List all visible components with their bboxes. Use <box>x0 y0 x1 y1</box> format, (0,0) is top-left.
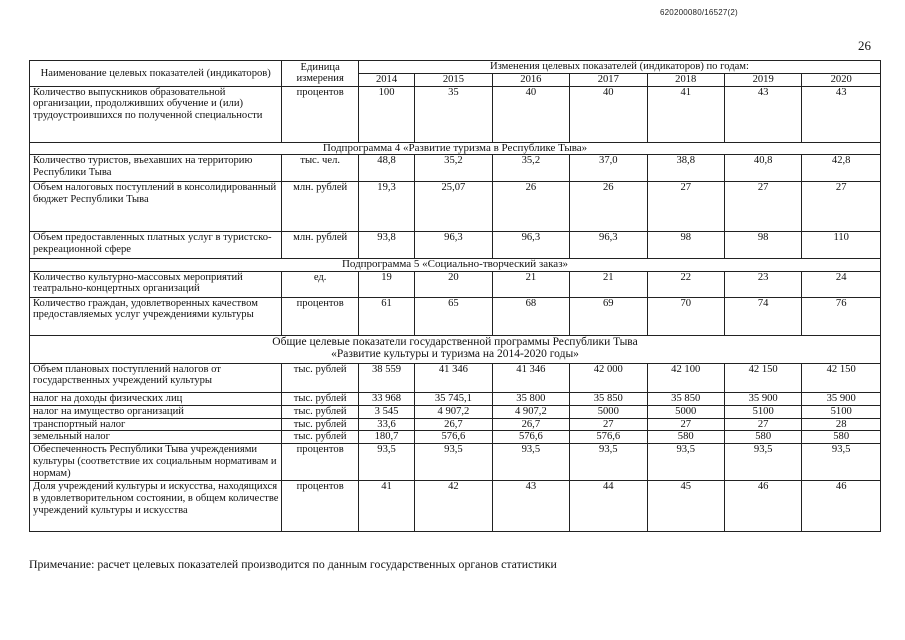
table-row <box>30 481 881 532</box>
indicator-value: 41 346 <box>492 363 569 392</box>
table-row <box>30 392 881 405</box>
indicator-value: 35 <box>415 86 492 142</box>
indicator-unit: млн. рублей <box>282 182 358 232</box>
indicator-value: 42 150 <box>724 363 801 392</box>
indicator-value: 37,0 <box>570 155 647 182</box>
indicator-value: 93,5 <box>724 444 801 481</box>
indicator-value: 110 <box>802 232 881 259</box>
table-row <box>30 271 881 297</box>
section-title: Подпрограмма 5 «Социально-творческий заказ» <box>341 258 569 271</box>
indicator-value: 38,8 <box>647 155 724 182</box>
indicator-value: 76 <box>802 297 881 335</box>
indicator-value: 27 <box>570 418 647 431</box>
indicator-name: налог на имущество организаций <box>30 405 282 418</box>
indicator-value: 46 <box>802 481 881 532</box>
indicator-value: 35 745,1 <box>415 392 492 405</box>
indicator-name: транспортный налог <box>30 418 282 431</box>
indicator-value: 19,3 <box>358 182 414 232</box>
indicator-name: Обеспеченность Республики Тыва учреждениями культуры (соответствие их социальным нормативам и нормам) <box>30 444 282 481</box>
indicator-value: 42,8 <box>802 155 881 182</box>
indicator-value: 576,6 <box>415 431 492 444</box>
indicator-value: 19 <box>358 271 414 297</box>
indicator-value: 35,2 <box>415 155 492 182</box>
indicator-value: 42 <box>415 481 492 532</box>
indicator-value: 38 559 <box>358 363 414 392</box>
indicators-table <box>29 60 881 532</box>
indicator-value: 74 <box>724 297 801 335</box>
indicator-value: 96,3 <box>570 232 647 259</box>
section-row <box>30 142 881 155</box>
header-name: Наименование целевых показателей (индикаторов) <box>30 61 282 87</box>
header-changes: Изменения целевых показателей (индикаторов) по годам: <box>358 61 880 74</box>
indicator-value: 40,8 <box>724 155 801 182</box>
header-year: 2014 <box>358 73 414 86</box>
indicator-value: 40 <box>492 86 569 142</box>
section-row <box>30 259 881 272</box>
indicator-value: 45 <box>647 481 724 532</box>
indicator-value: 26 <box>492 182 569 232</box>
indicator-value: 96,3 <box>492 232 569 259</box>
header-unit: Единица измерения <box>282 61 358 87</box>
indicator-value: 26,7 <box>415 418 492 431</box>
indicator-value: 27 <box>724 182 801 232</box>
indicator-value: 61 <box>358 297 414 335</box>
indicator-value: 21 <box>570 271 647 297</box>
indicator-value: 46 <box>724 481 801 532</box>
indicator-unit: процентов <box>282 444 358 481</box>
table-row <box>30 418 881 431</box>
indicator-value: 20 <box>415 271 492 297</box>
indicator-value: 4 907,2 <box>492 405 569 418</box>
table-row <box>30 155 881 182</box>
indicator-value: 576,6 <box>492 431 569 444</box>
indicator-value: 93,5 <box>415 444 492 481</box>
indicator-name: Объем налоговых поступлений в консолидированный бюджет Республики Тыва <box>30 182 282 232</box>
indicator-value: 28 <box>802 418 881 431</box>
indicator-name: Доля учреждений культуры и искусства, находящихся в удовлетворительном состоянии, в общем количестве учреждений культуры и искусства <box>30 481 282 532</box>
header-year: 2015 <box>415 73 492 86</box>
header-year: 2018 <box>647 73 724 86</box>
indicator-value: 5000 <box>570 405 647 418</box>
indicator-value: 42 000 <box>570 363 647 392</box>
indicator-value: 5100 <box>724 405 801 418</box>
indicator-value: 27 <box>647 182 724 232</box>
indicator-value: 41 <box>647 86 724 142</box>
indicator-value: 42 100 <box>647 363 724 392</box>
header-year: 2020 <box>802 73 881 86</box>
indicator-value: 43 <box>492 481 569 532</box>
indicator-value: 576,6 <box>570 431 647 444</box>
indicator-value: 4 907,2 <box>415 405 492 418</box>
indicator-value: 27 <box>802 182 881 232</box>
indicator-value: 68 <box>492 297 569 335</box>
indicator-name: Количество граждан, удовлетворенных качеством предоставляемых услуг учреждениями культуры <box>30 297 282 335</box>
indicator-value: 98 <box>724 232 801 259</box>
indicator-value: 24 <box>802 271 881 297</box>
section-title: «Развитие культуры и туризма на 2014-2020 годы» <box>331 348 579 361</box>
indicator-value: 27 <box>724 418 801 431</box>
indicator-name: налог на доходы физических лиц <box>30 392 282 405</box>
indicator-value: 40 <box>570 86 647 142</box>
indicator-value: 43 <box>802 86 881 142</box>
indicator-value: 26,7 <box>492 418 569 431</box>
indicator-unit: тыс. рублей <box>282 363 358 392</box>
indicator-value: 580 <box>802 431 881 444</box>
table-row <box>30 232 881 259</box>
indicator-name: Количество культурно-массовых мероприятий театрально-концертных организаций <box>30 271 282 297</box>
indicator-value: 22 <box>647 271 724 297</box>
indicator-name: Объем плановых поступлений налогов от государственных учреждений культуры <box>30 363 282 392</box>
indicator-value: 35 900 <box>802 392 881 405</box>
indicator-value: 42 150 <box>802 363 881 392</box>
table-row <box>30 182 881 232</box>
indicator-value: 100 <box>358 86 414 142</box>
section-row <box>30 335 881 363</box>
indicator-value: 33,6 <box>358 418 414 431</box>
indicator-value: 27 <box>647 418 724 431</box>
indicator-unit: тыс. чел. <box>282 155 358 182</box>
table-row <box>30 86 881 142</box>
indicator-value: 26 <box>570 182 647 232</box>
indicator-value: 3 545 <box>358 405 414 418</box>
indicator-name: Объем предоставленных платных услуг в туристско-рекреационной сфере <box>30 232 282 259</box>
indicator-value: 43 <box>724 86 801 142</box>
indicator-value: 180,7 <box>358 431 414 444</box>
indicator-value: 98 <box>647 232 724 259</box>
table-row <box>30 444 881 481</box>
indicator-unit: тыс. рублей <box>282 392 358 405</box>
indicator-unit: млн. рублей <box>282 232 358 259</box>
indicator-value: 5000 <box>647 405 724 418</box>
table-row <box>30 363 881 392</box>
indicator-value: 93,5 <box>802 444 881 481</box>
indicator-value: 35 900 <box>724 392 801 405</box>
section-title: Подпрограмма 4 «Развитие туризма в Республике Тыва» <box>322 141 588 154</box>
table-row <box>30 431 881 444</box>
header-year: 2019 <box>724 73 801 86</box>
indicator-value: 35 850 <box>647 392 724 405</box>
table-row <box>30 297 881 335</box>
indicator-value: 35 850 <box>570 392 647 405</box>
indicator-unit: ед. <box>282 271 358 297</box>
indicator-value: 25,07 <box>415 182 492 232</box>
page-number: 26 <box>858 38 871 53</box>
indicator-value: 41 <box>358 481 414 532</box>
indicator-value: 93,8 <box>358 232 414 259</box>
indicator-name: земельный налог <box>30 431 282 444</box>
document-id: 620200080/16527(2) <box>660 8 738 17</box>
indicator-unit: тыс. рублей <box>282 418 358 431</box>
indicator-value: 44 <box>570 481 647 532</box>
indicator-value: 23 <box>724 271 801 297</box>
table-row <box>30 405 881 418</box>
indicator-unit: тыс. рублей <box>282 405 358 418</box>
indicator-value: 48,8 <box>358 155 414 182</box>
footnote: Примечание: расчет целевых показателей производится по данным государственных органов статистики <box>29 557 557 571</box>
indicator-value: 41 346 <box>415 363 492 392</box>
indicator-value: 580 <box>724 431 801 444</box>
indicator-value: 93,5 <box>647 444 724 481</box>
indicator-name: Количество туристов, въехавших на территорию Республики Тыва <box>30 155 282 182</box>
indicator-value: 70 <box>647 297 724 335</box>
header-year: 2016 <box>492 73 569 86</box>
section-title: Общие целевые показатели государственной программы Республики Тыва <box>272 335 638 348</box>
indicator-value: 96,3 <box>415 232 492 259</box>
indicator-value: 5100 <box>802 405 881 418</box>
indicator-unit: тыс. рублей <box>282 431 358 444</box>
indicator-name: Количество выпускников образовательной организации, продолживших обучение и (или) трудоустроившихся по полученной специальности <box>30 86 282 142</box>
indicator-value: 65 <box>415 297 492 335</box>
indicator-value: 69 <box>570 297 647 335</box>
indicator-value: 21 <box>492 271 569 297</box>
indicator-value: 93,5 <box>358 444 414 481</box>
indicator-value: 93,5 <box>570 444 647 481</box>
indicator-unit: процентов <box>282 86 358 142</box>
header-year: 2017 <box>570 73 647 86</box>
indicator-value: 35,2 <box>492 155 569 182</box>
indicator-unit: процентов <box>282 297 358 335</box>
indicator-unit: процентов <box>282 481 358 532</box>
indicator-value: 580 <box>647 431 724 444</box>
indicator-value: 33 968 <box>358 392 414 405</box>
indicator-value: 35 800 <box>492 392 569 405</box>
indicator-value: 93,5 <box>492 444 569 481</box>
